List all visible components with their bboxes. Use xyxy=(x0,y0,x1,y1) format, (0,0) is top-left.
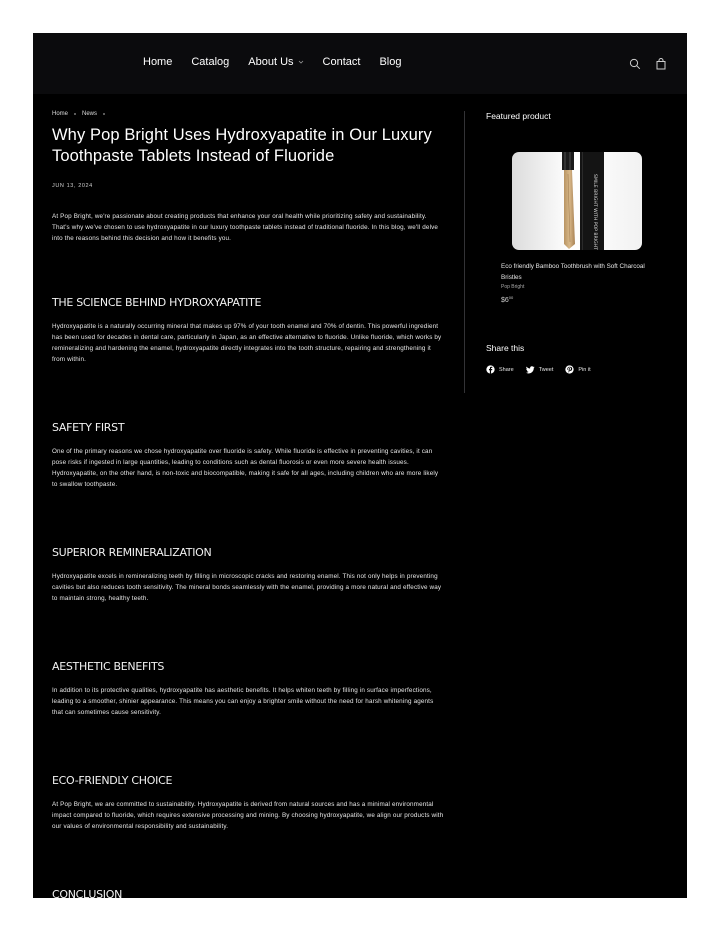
share-pinterest-label: Pin it xyxy=(578,366,591,373)
box-label-text: SMILE BRIGHT WITH POP BRIGHT xyxy=(592,174,597,250)
pinterest-icon xyxy=(565,365,574,374)
section-body: One of the primary reasons we chose hydroxyapatite over fluoride is safety. While fluoride is effective in preventing cavities, it can pose risks if ingested in large quantities, leading to conditions such as dental fluorosis or even more severe health issues. Hydroxyapatite, on the other hand, is non-toxic and biocompatible, making it safe for all ages, including children who are more likely to swallow toothpaste. xyxy=(52,448,439,488)
cart-icon[interactable] xyxy=(655,57,667,69)
page-frame xyxy=(33,33,687,898)
twitter-icon xyxy=(526,365,535,374)
share-buttons xyxy=(486,365,591,374)
header-icons xyxy=(629,57,667,69)
main-nav xyxy=(143,56,420,68)
facebook-icon xyxy=(486,365,495,374)
product-price xyxy=(501,295,513,304)
nav-catalog[interactable]: Catalog xyxy=(191,56,230,68)
article-title: Why Pop Bright Uses Hydroxyapatite in Our Luxury Toothpaste Tablets Instead of Fluoride xyxy=(52,126,432,165)
nav-blog[interactable]: Blog xyxy=(379,56,402,68)
sidebar xyxy=(486,111,666,373)
breadcrumb-separator xyxy=(103,113,105,115)
nav-home[interactable]: Home xyxy=(143,56,173,68)
price-main: $6 xyxy=(501,297,509,304)
article-date: JUN 13, 2024 xyxy=(52,183,93,189)
nav-about-us-label: About Us xyxy=(248,56,294,68)
share-twitter-button[interactable] xyxy=(526,365,554,374)
toothbrush-image xyxy=(512,152,642,250)
featured-product-heading: Featured product xyxy=(486,111,551,121)
section-body: At Pop Bright, we are committed to sustainability. Hydroxyapatite is derived from natural sources and has a minimal environmental impact compared to fluoride, which requires extensive processing and mining. By choosing hydroxyapatite, we align our products with our values of environmental responsibility and sustainability. xyxy=(52,801,444,830)
site-header xyxy=(33,33,687,94)
article-intro: At Pop Bright, we're passionate about creating products that enhance your oral health while prioritizing safety and sustainability. That's why we've chosen to use hydroxyapatite in our luxury toothpaste tablets instead of traditional fluoride. In this blog, we'll delve into the reasons behind this decision and how it benefits you. xyxy=(52,213,439,242)
nav-contact[interactable]: Contact xyxy=(322,56,361,68)
price-cents: 00 xyxy=(508,295,514,300)
section-heading: SUPERIOR REMINERALIZATION xyxy=(52,546,212,559)
nav-about-us[interactable] xyxy=(248,56,303,68)
breadcrumb-separator xyxy=(74,113,76,115)
section-heading: CONCLUSION xyxy=(52,888,122,898)
section-heading: SAFETY FIRST xyxy=(52,421,125,434)
share-facebook-label: Share xyxy=(499,366,514,373)
search-icon[interactable] xyxy=(629,57,641,69)
share-heading: Share this xyxy=(486,343,525,353)
breadcrumb xyxy=(52,111,444,117)
section-body: In addition to its protective qualities, hydroxyapatite has aesthetic benefits. It helps whiten teeth by filling in surface imperfections, leading to a smoother, shinier appearance. This means you can enjoy a brighter smile without the need for harsh whitening agents that can sometimes cause sensitivity. xyxy=(52,687,434,716)
sidebar-divider xyxy=(464,111,465,393)
section-heading: THE SCIENCE BEHIND HYDROXYAPATITE xyxy=(52,296,262,309)
product-image[interactable] xyxy=(512,152,642,250)
blog-article xyxy=(52,111,444,898)
share-facebook-button[interactable] xyxy=(486,365,514,374)
section-body: Hydroxyapatite excels in remineralizing teeth by filling in microscopic cracks and restoring enamel. This not only helps in preventing cavities but also reduces tooth sensitivity. The mineral bonds seamlessly with the enamel, providing a more natural and effective way to maintain strong, healthy teeth. xyxy=(52,573,442,602)
section-heading: AESTHETIC BENEFITS xyxy=(52,660,165,673)
share-pinterest-button[interactable] xyxy=(565,365,590,374)
share-twitter-label: Tweet xyxy=(538,366,554,373)
product-name[interactable]: Eco friendly Bamboo Toothbrush with Soft Charcoal Bristles xyxy=(501,263,645,281)
breadcrumb-news[interactable]: News xyxy=(82,111,98,117)
section-body: Hydroxyapatite is a naturally occurring mineral that makes up 97% of your tooth enamel and 70% of dentin. This powerful ingredient has been used for decades in dental care, particularly in Japan, as an effective alternative to fluoride. Unlike fluoride, which works by remineralizing and hardening the enamel, hydroxyapatite directly integrates into the tooth structure, repairing and strengthening it from within. xyxy=(52,323,442,363)
section-heading: ECO-FRIENDLY CHOICE xyxy=(52,774,173,787)
chevron-down-icon xyxy=(298,59,304,65)
product-vendor: Pop Bright xyxy=(501,284,525,290)
breadcrumb-home[interactable]: Home xyxy=(52,111,69,117)
